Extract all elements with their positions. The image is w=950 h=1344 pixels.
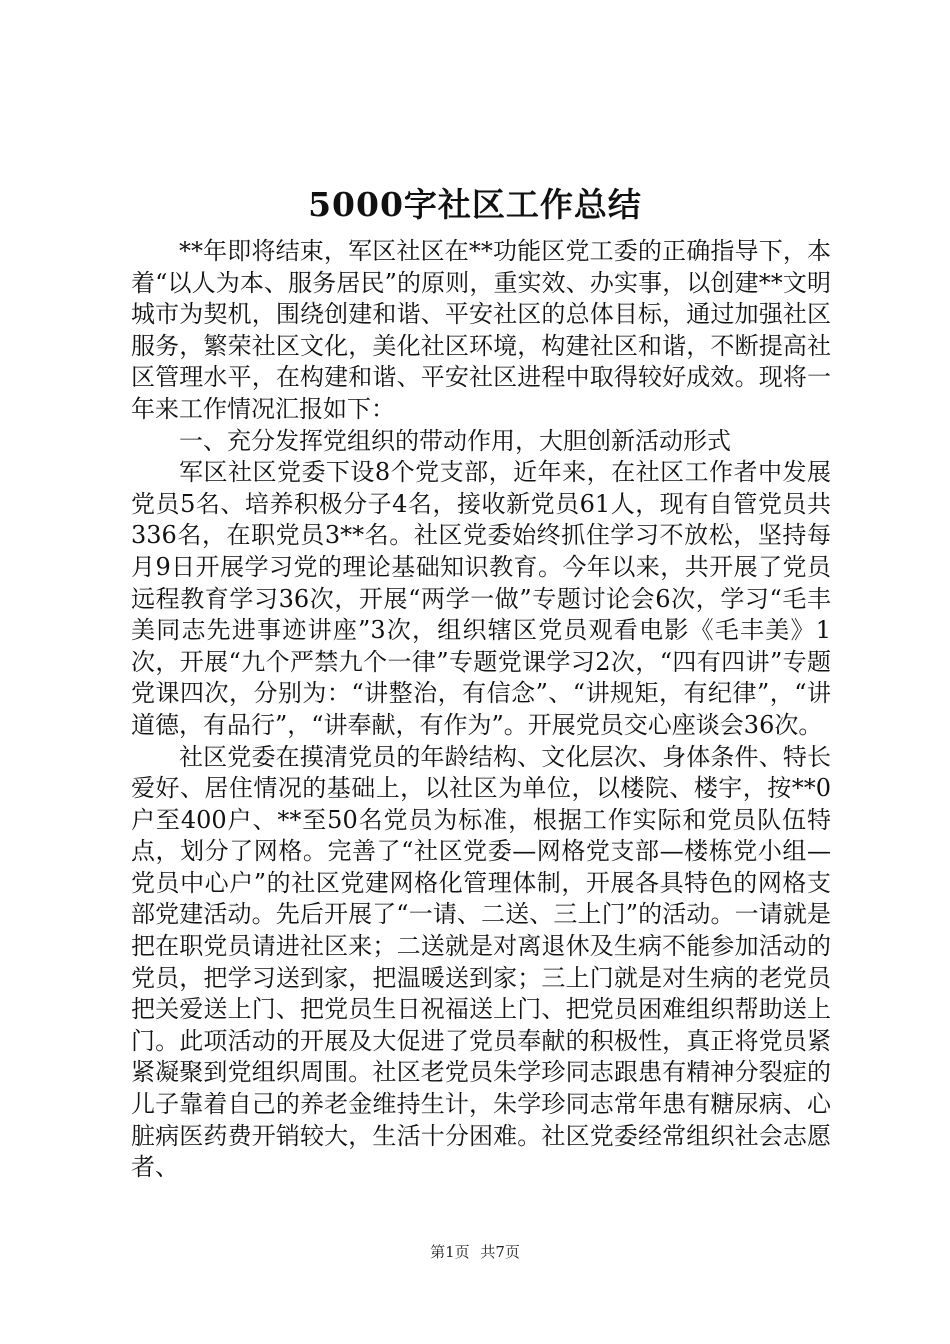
paragraph-grid-management: 社区党委在摸清党员的年龄结构、文化层次、身体条件、特长爱好、居住情况的基础上，以社区为单位，以楼院、楼宇，按**0户至400户、**至50名党员为标准，根据工作实际和党员队伍特点，划分了网格。完善了“社区党委—网格党支部—楼栋党小组—党员中心户”的社区党建网格化管理体制，开展各具特色的网格支部党建活动。先后开展了“一请、二送、三上门”的活动。一请就是把在职党员请进社区来；二送就是对离退休及生病不能参加活动的党员，把学习送到家，把温暖送到家；三上门就是对生病的老党员把关爱送上门、把党员生日祝福送上门、把党员困难组织帮助送上门。此项活动的开展及大促进了党员奉献的积极性，真正将党员紧紧凝聚到党组织周围。社区老党员朱学珍同志跟患有精神分裂症的儿子靠着自己的养老金维持生计，朱学珍同志常年患有糖尿病、心脏病医药费开销较大，生活十分困难。社区党委经常组织社会志愿者、 (131, 742, 831, 1182)
paragraph-intro: **年即将结束，军区社区在**功能区党工委的正确指导下，本着“以人为本、服务居民”的原则，重实效、办实事，以创建**文明城市为契机，围绕创建和谐、平安社区的总体目标，通过加强社区服务，繁荣社区文化，美化社区环境，构建社区和谐，不断提高社区管理水平，在构建和谐、平安社区进程中取得较好成效。现将一年来工作情况汇报如下： (131, 237, 831, 423)
document-body (131, 236, 831, 1184)
page-number-total: 共7页 (480, 1243, 520, 1261)
section-heading-1: 一、充分发挥党组织的带动作用，大胆创新活动形式 (179, 426, 731, 455)
page-footer (0, 1241, 950, 1263)
paragraph-party-branches: 军区社区党委下设8个党支部，近年来，在社区工作者中发展党员5名、培养积极分子4名，接收新党员61人，现有自管党员共336名，在职党员3**名。社区党委始终抓住学习不放松，坚持每月9日开展学习党的理论基础知识教育。今年以来，共开展了党员远程教育学习36次，开展“两学一做”专题讨论会6次，学习“毛丰美同志先进事迹讲座”3次，组织辖区党员观看电影《毛丰美》1次，开展“九个严禁九个一律”专题党课学习2次，“四有四讲”专题党课四次，分别为：“讲整治，有信念”、“讲规矩，有纪律”，“讲道德，有品行”，“讲奉献，有作为”。开展党员交心座谈会36次。 (131, 458, 831, 739)
page-number-current: 第1页 (430, 1243, 470, 1261)
document-title: 5000字社区工作总结 (308, 185, 642, 224)
